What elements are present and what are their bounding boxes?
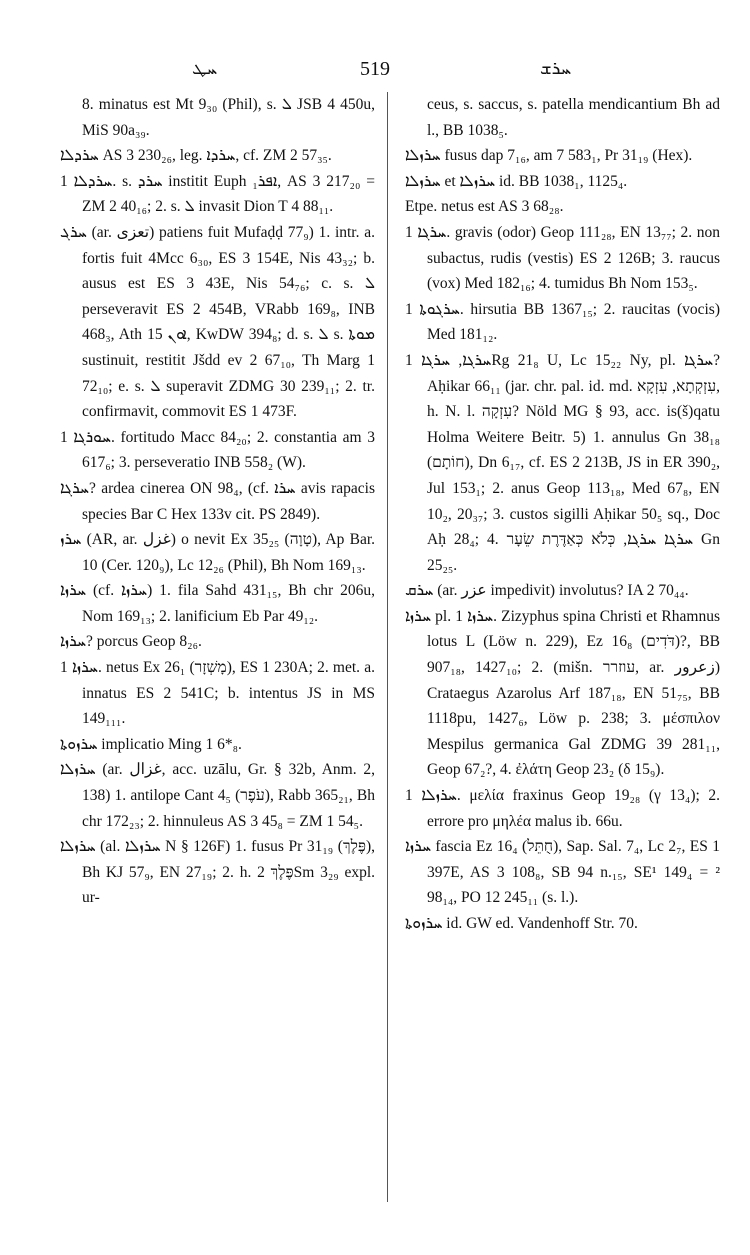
dictionary-entry: ܚܪܓܘܬܐ 1. hirsutia BB 1367₁₅; 2. raucitas (vocis) Med 181₁₂. xyxy=(405,300,720,344)
dictionary-entry: ܚܪܙܐ fascia Ez 16₄ (חֻתֵּל), Sap. Sal. 7₄, Lc 2₇, ES 1 397E, AS 3 108₈, SB 94 n.₁₅, SE¹ 149₄ = ² 98₁₄, PO 12 245₁₁ (s. l.). xyxy=(405,838,720,907)
dictionary-entry: ܚܪܙܠܐ fusus dap 7₁₆, am 7 583₁, Pr 31₁₉ (Hex). xyxy=(405,147,693,165)
dictionary-entry: ܚܪܙܐ (cf. ܚܪܙܐ) 1. fila Sahd 431₁₅, Bh chr 206u, Nom 169₁₃; 2. lanificium Eb Par 49₁₂. xyxy=(60,582,375,625)
dictionary-entry: ܚܪܙܐ 1. netus Ex 26₁ (מָשְׁזָר), ES 1 230A; 2. met. a. innatus ES 2 541C; b. intentus JS in MS 149₁₁₁. xyxy=(60,659,375,728)
dictionary-entry: ܚܪܙܠܐ 1. μελία fraxinus Geop 19₂₈ (γ 13₄); 2. errore pro μηλέα malus ib. 66u. xyxy=(405,787,720,830)
dictionary-entry: ܚܪܕܠܐ AS 3 230₂₆, leg. ܚܪܕܐ, cf. ZM 2 57₃₅. xyxy=(60,147,332,165)
left-column xyxy=(60,92,375,1222)
header-right-letters: ܚܪܫ xyxy=(540,58,572,79)
dictionary-entry: ܚܪܙܠܐ (al. ܚܪܙܠܐ N § 126F) 1. fusus Pr 31₁₉ (פֶּלֶךְ), Bh KJ 57₉, EN 27₁₉; 2. h. פֶּלֶךְ 2Sm 3₂₉ expl. ur- xyxy=(60,838,375,907)
column-divider xyxy=(387,92,388,1202)
dictionary-entry: ܚܘܪܓܐ 1. fortitudo Macc 84₂₀; 2. constantia am 3 617₆; 3. perseveratio INB 558₂ (W). xyxy=(60,428,375,472)
dictionary-entry: ܚܪܙܘܬܐ id. GW ed. Vandenhoff Str. 70. xyxy=(405,915,638,932)
page-number: 519 xyxy=(360,58,390,80)
dictionary-entry: ܚܪܕܠܐ 1. s. ܚܪܕ institit Euph ܐܦܪ₁, AS 3 217₂₀ = ZM 2 40₁₆; 2. s. ܠ invasit Dion T 4 88₁₁. xyxy=(60,172,375,216)
running-head xyxy=(0,58,750,88)
dictionary-entry: ܚܪܙܐ pl. ܚܪܙܐ 1. Zizyphus spina Christi et Rhamnus lotus L (Löw n. 229), Ez 16₈ (דֹּדִים)?, BB 907₁₈, 1427₁₀; 2. (mišn. עוזרר, ar. زعرور) Crataegus Azarolus Arf 187₁₈, EN 51₇₅, BB 1118pu, 1427₆, Löw p. 238; 3. μέσπιλον Mespilus germanica Gal ZDMG 39 281₁₁, Geop 67₂?, 4. ἐλάτη Geop 23₂ (δ 15₉). xyxy=(405,607,720,779)
dictionary-entry: 8. minatus est Mt 9₃₀ (Phil), s. ܠ JSB 4 450u, MiS 90a₃₉. xyxy=(82,96,375,139)
dictionary-entry: ܚܪܙܠܐ (ar. غزال, acc. uzālu, Gr. § 32b, Anm. 2, 138) 1. antilope Cant 4₅ (עֹפֶר), Rabb 365₂₁, Bh chr 172₂₃; 2. hinnuleus AS 3 45₈ = ZM 1 54₅. xyxy=(60,761,375,830)
dictionary-entry: ܚܪܓܐ? ardea cinerea ON 98₄, (cf. ܚܪܐ avis rapacis species Bar C Hex 133v cit. PS 2849). xyxy=(60,479,375,523)
dictionary-entry: ܚܪܙ (AR, ar. غزل) o nevit Ex 35₂₅ (טָוָה), Ap Bar. 10 (Cer. 120₉), Lc 12₂₆ (Phil), Bh Nom 169₁₃. xyxy=(60,531,375,574)
dictionary-entry: ܚܪܙܠܐ et ܚܪܙܠܐ id. BB 1038₁, 1125₄. xyxy=(405,172,628,190)
dictionary-entry: ceus, s. saccus, s. patella mendicantium Bh ad l., BB 1038₅. xyxy=(427,96,720,139)
dictionary-entry: ܚܪܓܐ 1. gravis (odor) Geop 111₂₈, EN 13₇₇; 2. non subactus, rudis (vestis) ES 2 126B; 3. raucus (vox) Med 182₁₆; 4. tumidus Bh Nom 153₅. xyxy=(405,223,720,293)
dictionary-entry: ܚܪܓ (ar. تعزى) patiens fuit Mufaḍḍ 77₉) 1. intr. a. fortis fuit 4Mcc 6₃₀, ES 3 154E, Nis 43₃₂; b. ausus est ES 3 43E, Nis 54₇₆; c. s. ܠ perseveravit ES 2 454B, VRabb 169₈, INB 468₃, Ath ܐܘܢ 15, KwDW 394₈; d. s. ܠ s. ܡܘܬܐ sustinuit, restitit Jšdd ev 2 67₁₀, Th Marg 1 72₁₀; e. s. ܠ superavit ZDMG 30 239₁₁; 2. tr. confirmavit, commovit ES 1 473F. xyxy=(60,223,375,421)
dictionary-entry: ܚܪܓܐ, ܚܪܓܐ 1Rg 21₈ U, Lc 15₂₂ Ny, pl. ܚܪܓܐ? Aḥikar 66₁₁ (jar. chr. pal. id. md. עִזְקְתָא, עִזְקָא, h. N. l. עִזְקָה? Nöld MG § 93, acc. is(š)qatu Holma Weitere Beitr. 5) 1. annulus Gn 38₁₈ (חוֹתָם), Dn 6₁₇, cf. ES 2 213B, JS in ER 390₂, Jul 153₁; 2. anus Geop 113₁₈, Med 67₈, EN 10₂, 20₃₇; 3. custos sigilli Aḥikar 50₅ sq., Doc Aḥ 28₄; 4. ܚܪܓܐ ܚܪܓܐ, כְּלֹא כְּאַדֶּרֶת שֵׂעָר Gn 25₂₅. xyxy=(405,351,720,574)
dictionary-entry: ܚܪܩ (ar. عزر impedivit) involutus? IA 2 70₄₄. xyxy=(405,582,689,600)
dictionary-entry: Etpe. netus est AS 3 68₂₈. xyxy=(405,198,564,216)
dictionary-entry: ܚܪܙܐ? porcus Geop 8₂₆. xyxy=(60,633,202,651)
right-column xyxy=(405,92,720,1222)
dictionary-entry: ܚܪܙܘܬܐ implicatio Ming 1 6*₈. xyxy=(60,735,242,753)
header-left-letters: ܚܛ xyxy=(192,58,218,79)
